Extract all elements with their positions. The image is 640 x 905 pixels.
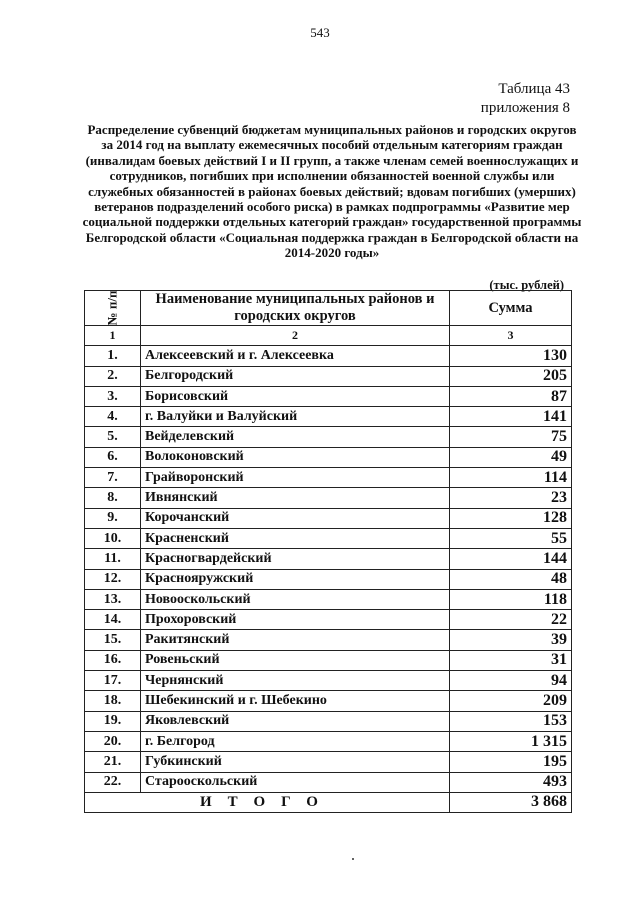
table-body — [85, 346, 572, 793]
row-name: Ровеньский — [141, 650, 450, 670]
index-col-2: 2 — [141, 326, 450, 346]
row-num: 22. — [85, 772, 141, 792]
row-name: Красненский — [141, 528, 450, 548]
table-row — [85, 711, 572, 731]
table-row — [85, 691, 572, 711]
table-row — [85, 508, 572, 528]
row-sum: 87 — [450, 386, 572, 406]
table-reference — [481, 80, 570, 118]
row-name: Алексеевский и г. Алексеевка — [141, 346, 450, 366]
row-num: 4. — [85, 407, 141, 427]
row-sum: 31 — [450, 650, 572, 670]
row-sum: 23 — [450, 488, 572, 508]
row-sum: 39 — [450, 630, 572, 650]
row-sum: 114 — [450, 468, 572, 488]
row-num: 18. — [85, 691, 141, 711]
table-row — [85, 772, 572, 792]
row-num: 1. — [85, 346, 141, 366]
table-row — [85, 488, 572, 508]
row-num: 17. — [85, 671, 141, 691]
row-num: 3. — [85, 386, 141, 406]
row-name: Чернянский — [141, 671, 450, 691]
table-row — [85, 427, 572, 447]
table-row — [85, 731, 572, 751]
table-row — [85, 366, 572, 386]
row-sum: 195 — [450, 752, 572, 772]
header-sum: Сумма — [450, 291, 572, 326]
row-sum: 493 — [450, 772, 572, 792]
row-sum: 128 — [450, 508, 572, 528]
row-name: Вейделевский — [141, 427, 450, 447]
table-row — [85, 589, 572, 609]
row-num: 9. — [85, 508, 141, 528]
row-sum: 130 — [450, 346, 572, 366]
table-row — [85, 447, 572, 467]
row-sum: 205 — [450, 366, 572, 386]
table-ref-line2: приложения 8 — [480, 100, 570, 116]
table-index-row — [85, 326, 572, 346]
row-num: 6. — [85, 447, 141, 467]
row-name: Прохоровский — [141, 610, 450, 630]
row-name: Ракитянский — [141, 630, 450, 650]
row-name: Белгородский — [141, 366, 450, 386]
document-title: Распределение субвенций бюджетам муниципальных районов и городских округов за 2014 год на выплату ежемесячных пособий отдельным категориям граждан (инвалидам боевых действий I и II групп, а также членам семей военнослужащих и сотрудников, погибших при исполнении обязанностей военной службы или служебных обязанностей в районах боевых действий; вдовам погибших (умерших) ветеранов подразделений особого риска) в рамках подпрограммы «Развитие мер социальной поддержки отдельных категорий граждан» государственной программы Белгородской области «Социальная поддержка граждан в Белгородской области на 2014-2020 годы» — [82, 122, 582, 261]
row-sum: 153 — [450, 711, 572, 731]
row-num: 16. — [85, 650, 141, 670]
table-row — [85, 671, 572, 691]
table-row — [85, 630, 572, 650]
row-num: 2. — [85, 366, 141, 386]
row-name: Шебекинский и г. Шебекино — [141, 691, 450, 711]
table-row — [85, 407, 572, 427]
index-col-3: 3 — [450, 326, 572, 346]
row-sum: 48 — [450, 569, 572, 589]
row-num: 8. — [85, 488, 141, 508]
row-name: Губкинский — [141, 752, 450, 772]
stray-dot — [352, 858, 354, 860]
units-label: (тыс. рублей) — [489, 278, 564, 292]
header-num — [85, 291, 141, 326]
distribution-table — [84, 290, 572, 813]
table-row — [85, 610, 572, 630]
index-col-1: 1 — [85, 326, 141, 346]
row-num: 14. — [85, 610, 141, 630]
row-sum: 22 — [450, 610, 572, 630]
row-name: г. Валуйки и Валуйский — [141, 407, 450, 427]
row-sum: 141 — [450, 407, 572, 427]
row-num: 5. — [85, 427, 141, 447]
table-row — [85, 549, 572, 569]
table-row — [85, 468, 572, 488]
row-num: 15. — [85, 630, 141, 650]
table-ref-line1: Таблица 43 — [498, 81, 570, 97]
row-num: 10. — [85, 528, 141, 548]
row-name: Новооскольский — [141, 589, 450, 609]
row-num: 19. — [85, 711, 141, 731]
total-row — [85, 792, 572, 812]
row-sum: 1 315 — [450, 731, 572, 751]
row-name: Корочанский — [141, 508, 450, 528]
table-row — [85, 528, 572, 548]
row-name: Краснояружский — [141, 569, 450, 589]
row-name: Грайворонский — [141, 468, 450, 488]
row-num: 7. — [85, 468, 141, 488]
row-num: 11. — [85, 549, 141, 569]
row-name: г. Белгород — [141, 731, 450, 751]
table-header-row — [85, 291, 572, 326]
row-num: 13. — [85, 589, 141, 609]
row-name: Красногвардейский — [141, 549, 450, 569]
row-sum: 209 — [450, 691, 572, 711]
row-name: Борисовский — [141, 386, 450, 406]
row-num: 20. — [85, 731, 141, 751]
row-name: Ивнянский — [141, 488, 450, 508]
table-row — [85, 752, 572, 772]
header-num-label: № п/п — [104, 290, 120, 325]
table-row — [85, 346, 572, 366]
total-sum: 3 868 — [450, 792, 572, 812]
table-row — [85, 386, 572, 406]
row-name: Волоконовский — [141, 447, 450, 467]
row-sum: 118 — [450, 589, 572, 609]
row-name: Старооскольский — [141, 772, 450, 792]
row-sum: 94 — [450, 671, 572, 691]
page-number: 543 — [310, 25, 330, 40]
row-sum: 55 — [450, 528, 572, 548]
table-row — [85, 650, 572, 670]
row-sum: 49 — [450, 447, 572, 467]
row-sum: 144 — [450, 549, 572, 569]
row-name: Яковлевский — [141, 711, 450, 731]
row-sum: 75 — [450, 427, 572, 447]
table-row — [85, 569, 572, 589]
row-num: 21. — [85, 752, 141, 772]
header-name: Наименование муниципальных районов и городских округов — [141, 291, 450, 326]
total-label: ИТОГО — [85, 792, 450, 812]
row-num: 12. — [85, 569, 141, 589]
